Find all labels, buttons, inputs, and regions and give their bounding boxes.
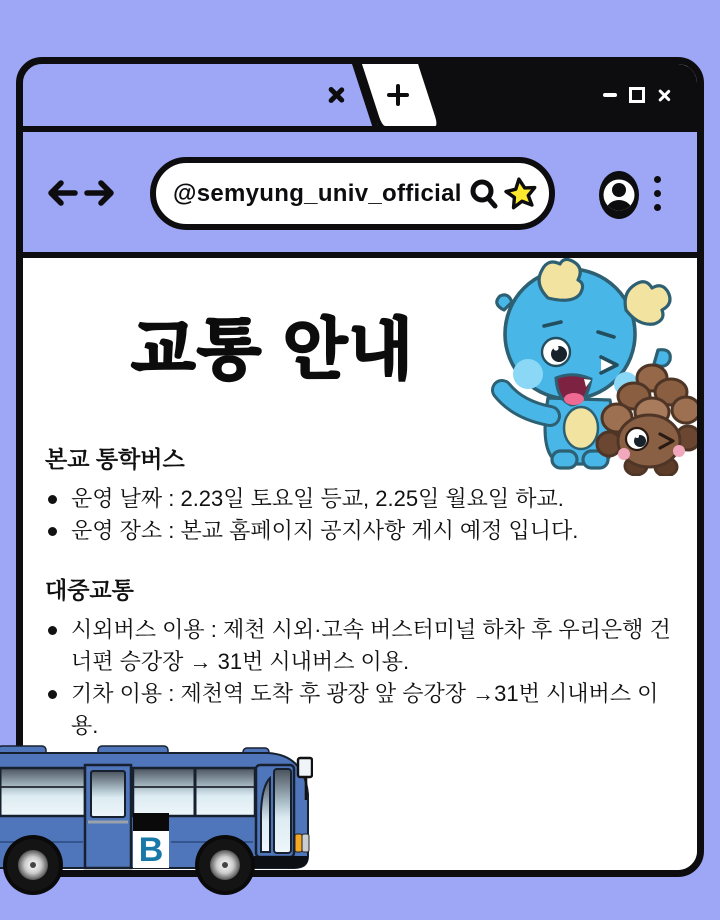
- back-arrow-icon[interactable]: [46, 178, 78, 208]
- svg-text:B: B: [138, 831, 164, 869]
- forward-arrow-icon[interactable]: [84, 178, 116, 208]
- plus-icon[interactable]: [387, 84, 409, 106]
- info-sections: [45, 444, 679, 742]
- bus-illustration: [0, 742, 313, 902]
- bullet-item: 시외버스 이용 : 제천 시외·고속 버스터미널 하차 후 우리은행 건너편 승강장 → 31번 시내버스 이용.: [45, 614, 679, 678]
- url-bar[interactable]: [150, 157, 555, 230]
- bullet-item: 운영 날짜 : 2.23일 토요일 등교, 2.25일 월요일 하교.: [45, 483, 679, 515]
- search-icon[interactable]: [469, 178, 499, 210]
- tab-bar: [23, 64, 697, 132]
- window-controls: [603, 64, 672, 126]
- star-bookmark-icon[interactable]: [503, 176, 539, 212]
- section-heading: 본교 통학버스: [45, 446, 185, 472]
- navigation-bar: [23, 132, 697, 258]
- close-tab-icon[interactable]: [326, 85, 346, 105]
- section-heading: 대중교통: [45, 577, 134, 603]
- section-commuter-bus: [45, 444, 679, 547]
- bullet-item: 기차 이용 : 제천역 도착 후 광장 앞 승강장 →31번 시내버스 이용.: [45, 678, 679, 742]
- close-window-icon[interactable]: [657, 88, 672, 103]
- url-text[interactable]: @semyung_univ_official: [173, 179, 462, 207]
- minimize-icon[interactable]: [603, 93, 617, 96]
- tab-active[interactable]: [16, 64, 378, 126]
- kebab-menu-icon[interactable]: [654, 176, 661, 211]
- profile-icon[interactable]: [598, 170, 640, 220]
- bullet-item: 운영 장소 : 본교 홈페이지 공지사항 게시 예정 입니다.: [45, 515, 679, 547]
- section-public-transit: [45, 575, 679, 742]
- maximize-icon[interactable]: [629, 87, 645, 103]
- page-title: 교통 안내: [131, 312, 415, 386]
